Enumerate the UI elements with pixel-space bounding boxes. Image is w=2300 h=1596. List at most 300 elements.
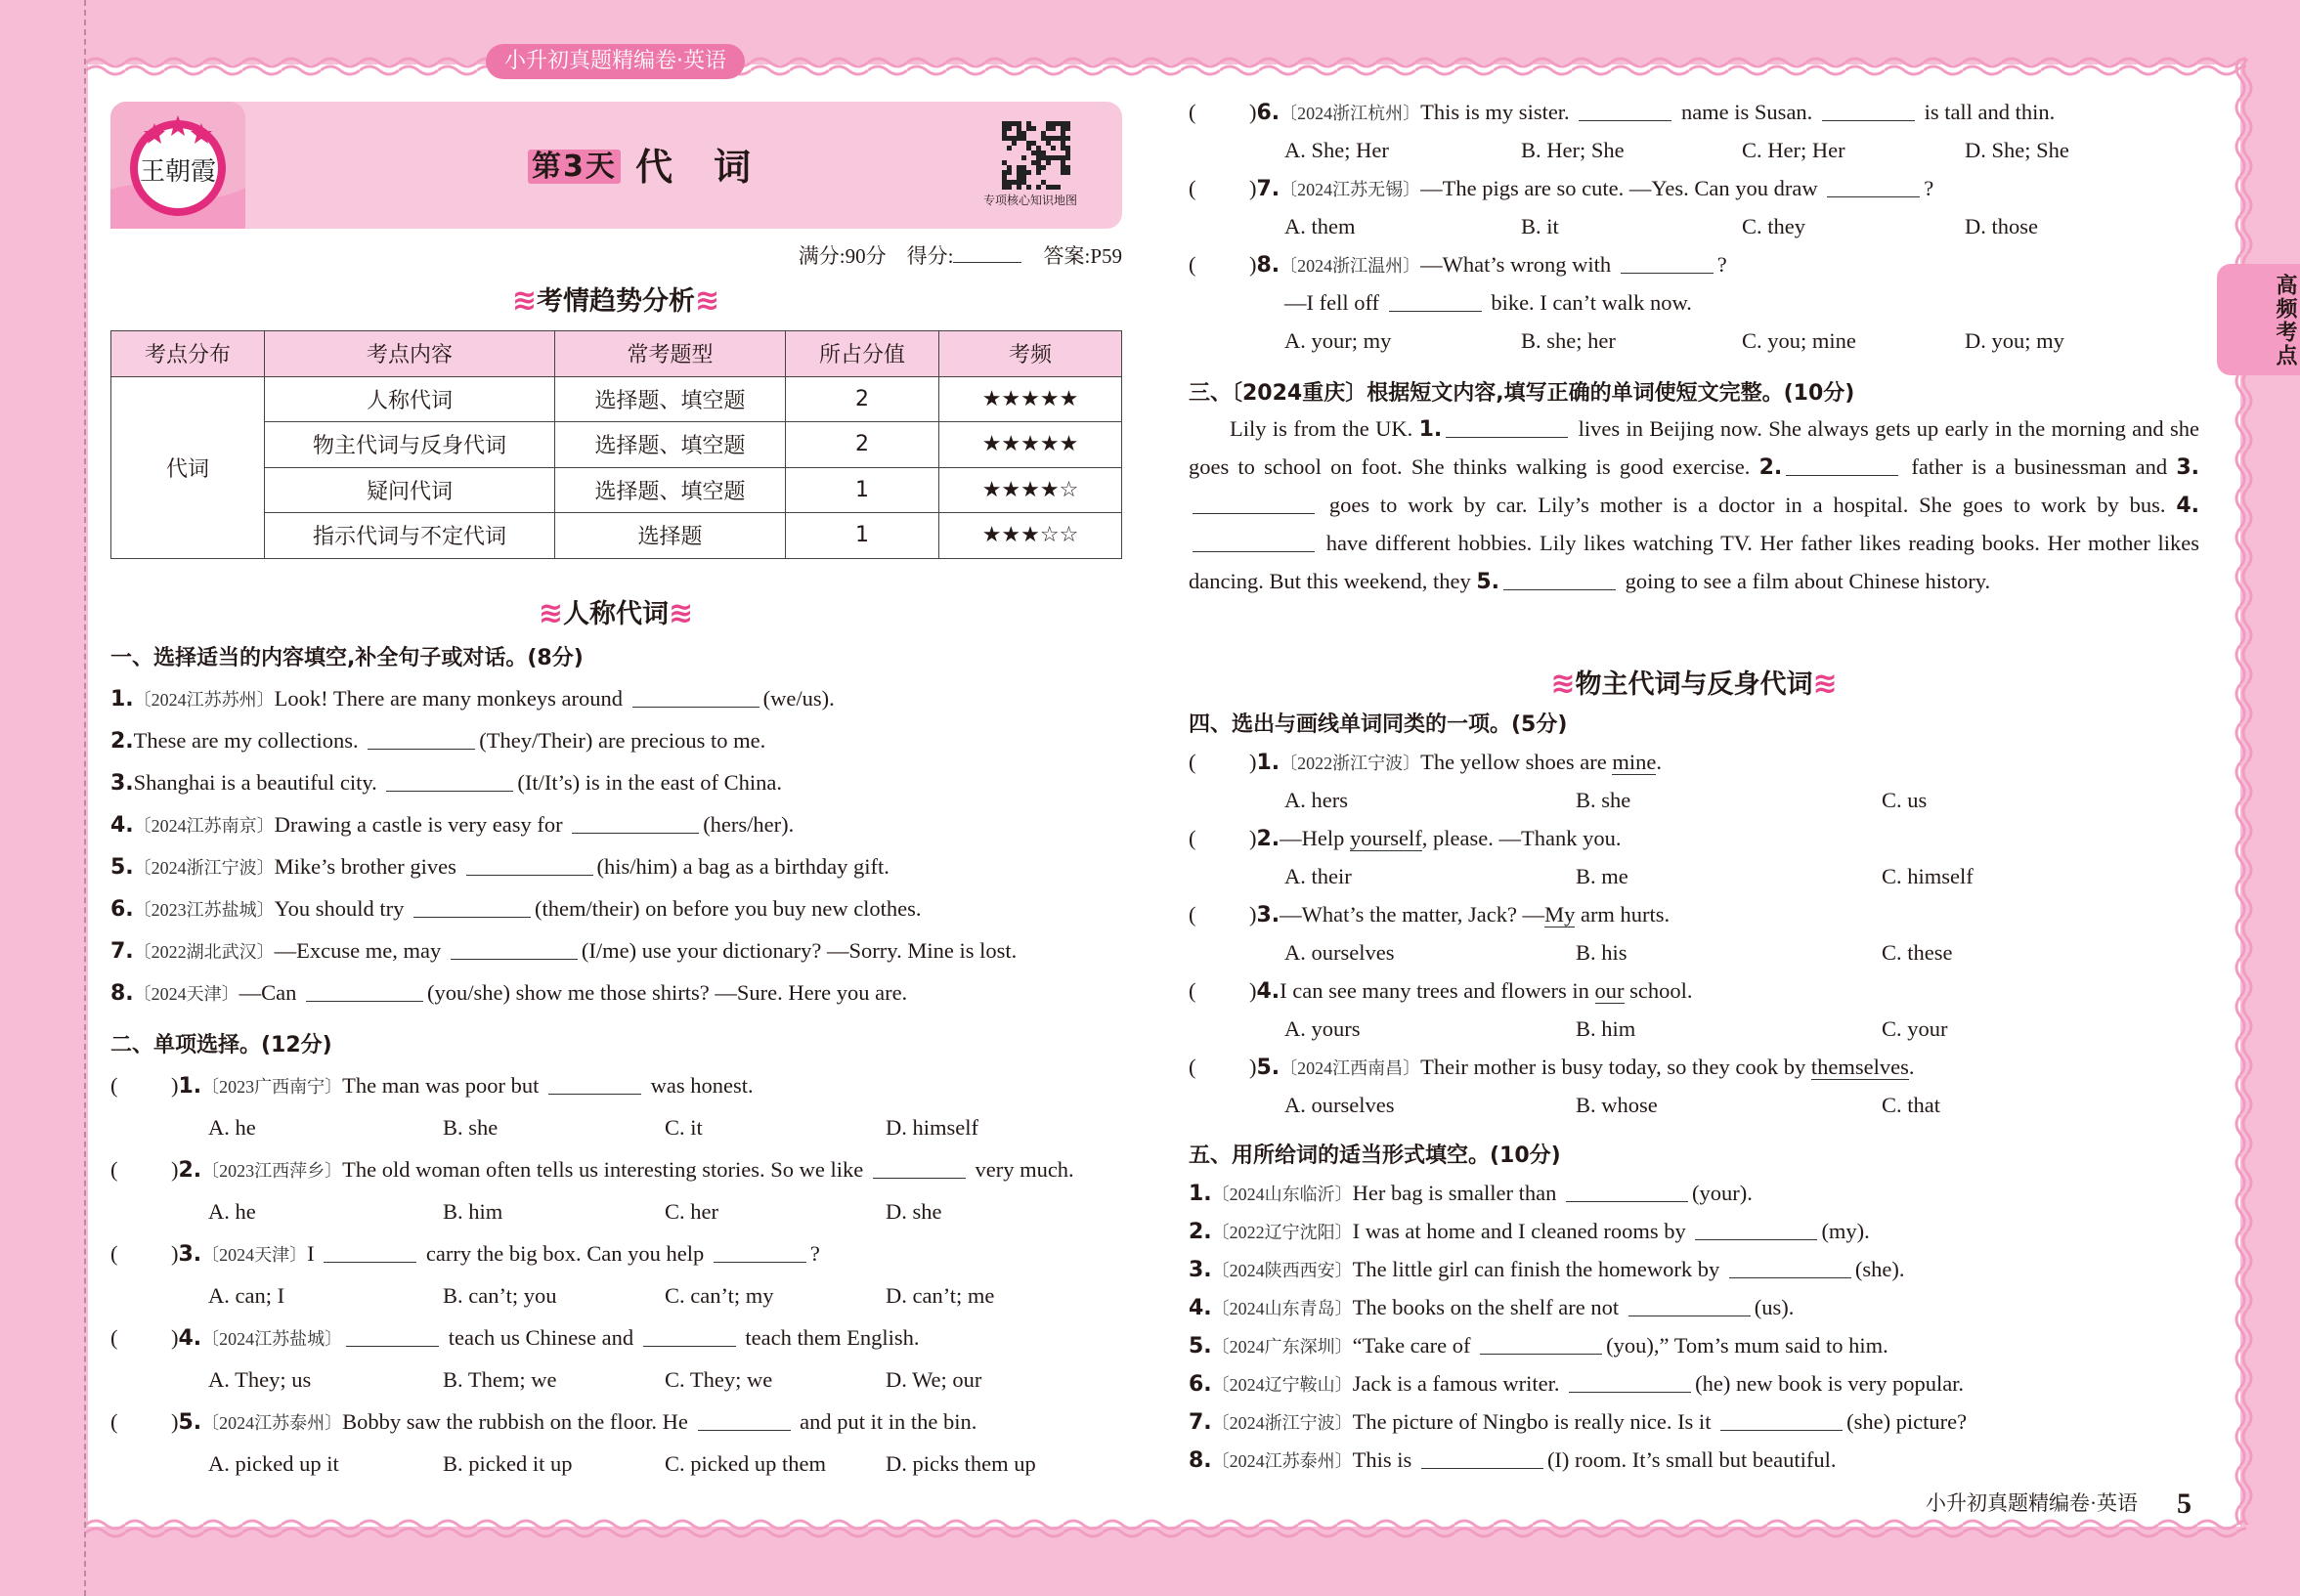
option[interactable]: B. Her; She <box>1521 138 1625 162</box>
question-line <box>110 761 1017 803</box>
answer-blank[interactable] <box>548 1075 641 1095</box>
question-line <box>1189 1326 1967 1364</box>
text-segment: and put it in the bin. <box>794 1409 977 1434</box>
underlined-word: themselves <box>1810 1055 1909 1079</box>
cell-type: 选择题 <box>555 513 786 559</box>
wave-deco-icon: ≋ <box>669 596 694 630</box>
text-segment: “Take care of <box>1352 1333 1477 1358</box>
question-number: 4. <box>1256 979 1280 1004</box>
text-segment: . <box>1656 750 1662 774</box>
question-number: 3. <box>178 1242 202 1267</box>
answer-blank[interactable] <box>306 982 423 1002</box>
text-segment: —What’s the matter, Jack? — <box>1280 902 1545 927</box>
question-subline <box>1189 283 2199 322</box>
option[interactable]: B. it <box>1521 214 1559 238</box>
question-body: )7.〔2024江苏无锡〕—The pigs are so cute. —Yes. Can you draw ? <box>1249 176 1934 201</box>
question-source: 〔2024浙江温州〕 <box>1280 256 1421 276</box>
question-line <box>110 971 1017 1014</box>
section-5-title: 五、用所给词的适当形式填空。(10分) <box>1189 1143 1561 1168</box>
question-line <box>110 1232 1122 1274</box>
option[interactable]: D. himself <box>886 1115 978 1140</box>
answer-blank[interactable] <box>632 688 759 708</box>
answer-blank[interactable] <box>1193 533 1315 552</box>
answer-blank[interactable] <box>1579 102 1671 121</box>
wave-deco-icon: ≋ <box>511 283 537 318</box>
cell-freq: ★★★★★ <box>939 422 1122 468</box>
answer-paren[interactable]: ( <box>110 1157 118 1182</box>
option[interactable]: C. your <box>1882 1016 1948 1041</box>
answer-blank[interactable] <box>1193 495 1315 514</box>
text-segment: (It/It’s) is in the east of China. <box>517 770 782 795</box>
text-segment: carry the big box. Can you help <box>420 1241 710 1266</box>
answer-paren[interactable]: ( <box>110 1325 118 1350</box>
answer-paren[interactable]: ( <box>1189 1055 1196 1079</box>
option[interactable]: A. ourselves <box>1284 940 1395 965</box>
question-number: 3. <box>1189 1258 1212 1282</box>
option[interactable]: C. Her; Her <box>1742 138 1845 162</box>
answer-blank[interactable] <box>1621 254 1714 274</box>
option[interactable]: D. those <box>1965 214 2038 238</box>
option[interactable]: A. hers <box>1284 788 1348 812</box>
option[interactable]: B. me <box>1576 864 1628 888</box>
question-line <box>110 803 1017 845</box>
text-segment: ? <box>809 1241 820 1266</box>
answer-paren[interactable]: ( <box>110 1073 118 1098</box>
col-header: 所占分值 <box>786 331 939 377</box>
text-segment: The yellow shoes are <box>1420 750 1613 774</box>
text-segment: —The pigs are so cute. —Yes. Can you draw <box>1420 176 1824 200</box>
col-header: 考点分布 <box>111 331 265 377</box>
question-source: 〔2024浙江宁波〕 <box>133 858 275 878</box>
text-segment: This is my sister. <box>1420 100 1576 124</box>
cell-content: 指示代词与不定代词 <box>265 513 555 559</box>
option[interactable]: A. their <box>1284 864 1352 888</box>
section-2-title: 二、单项选择。(12分) <box>110 1033 332 1057</box>
answer-blank[interactable] <box>1695 1221 1817 1240</box>
topic-heading-possessive <box>1550 663 1837 701</box>
text-segment: —Excuse me, may <box>274 938 447 963</box>
text-segment: ? <box>1716 252 1727 277</box>
question-number: 1. <box>178 1074 202 1099</box>
question-source: 〔2024天津〕 <box>201 1245 308 1265</box>
question-number: 7. <box>110 939 134 964</box>
question-number: 6. <box>1256 101 1280 125</box>
topic-heading-personal <box>539 592 693 630</box>
question-source: 〔2022辽宁沈阳〕 <box>1211 1223 1353 1242</box>
answer-blank[interactable] <box>1569 1373 1691 1393</box>
answer-blank[interactable] <box>873 1159 966 1179</box>
cell-type: 选择题、填空题 <box>555 376 786 422</box>
option[interactable]: C. can’t; my <box>665 1283 774 1308</box>
answer-blank[interactable] <box>1729 1259 1851 1278</box>
underlined-word: My <box>1544 902 1576 927</box>
question-line <box>110 1148 1122 1190</box>
options-line <box>1189 781 2199 819</box>
option[interactable]: B. she <box>443 1115 499 1140</box>
options-line <box>1189 322 2199 360</box>
blank-number: 5. <box>1476 570 1499 594</box>
answer-blank[interactable] <box>1786 456 1898 476</box>
footer <box>1926 1488 2192 1521</box>
blank-number: 1. <box>1418 417 1443 442</box>
answer-blank[interactable] <box>572 814 699 834</box>
text-segment: goes to work by car. Lily’s mother is a doctor in a hospital. She goes to work by bus. <box>1319 493 2177 517</box>
text-segment: (she) picture? <box>1846 1409 1968 1434</box>
question-source: 〔2022浙江宁波〕 <box>1280 754 1421 773</box>
cell-score: 1 <box>786 513 939 559</box>
option[interactable]: D. can’t; me <box>886 1283 995 1308</box>
question-number: 8. <box>1256 253 1280 278</box>
bottom-wave-border <box>86 1513 2246 1542</box>
question-source: 〔2024广东深圳〕 <box>1211 1337 1353 1357</box>
text-segment: , please. —Thank you. <box>1421 826 1622 850</box>
question-line <box>1189 1048 2199 1086</box>
option[interactable]: C. picked up them <box>665 1451 826 1476</box>
options-line <box>1189 1010 2199 1048</box>
question-body: )2.〔2023江西萍乡〕The old woman often tells us interesting stories. So we like very much. <box>171 1157 1074 1183</box>
text-segment: (you/she) show me those shirts? —Sure. Here you are. <box>427 980 908 1005</box>
answer-blank[interactable] <box>1421 1449 1543 1469</box>
underlined-word: mine <box>1612 750 1657 774</box>
question-body: )8.〔2024浙江温州〕—What’s wrong with ? <box>1249 252 1727 278</box>
option[interactable]: A. he <box>208 1115 256 1140</box>
question-number: 4. <box>1189 1296 1212 1320</box>
options-line <box>1189 131 2199 169</box>
text-segment: father is a businessman and <box>1902 454 2177 479</box>
section-3-title: 三、〔2024重庆〕根据短文内容,填写正确的单词使短文完整。(10分) <box>1189 381 1855 406</box>
question-line <box>110 1401 1122 1443</box>
option[interactable]: D. picks them up <box>886 1451 1036 1476</box>
question-line <box>1189 1174 1967 1212</box>
option[interactable]: B. can’t; you <box>443 1283 557 1308</box>
question-source: 〔2024江苏南京〕 <box>133 816 275 836</box>
answer-blank[interactable] <box>413 898 531 918</box>
analysis-title: 考情趋势分析 <box>537 286 695 317</box>
answer-paren[interactable]: ( <box>1189 252 1196 277</box>
answer-blank[interactable] <box>346 1327 439 1347</box>
question-number: 1. <box>1189 1182 1212 1206</box>
answer-blank[interactable] <box>1503 571 1616 590</box>
cell-content: 人称代词 <box>265 376 555 422</box>
option[interactable]: C. us <box>1882 788 1928 812</box>
text-segment: (she). <box>1854 1257 1905 1281</box>
wave-deco-icon: ≋ <box>1550 667 1576 701</box>
options-line <box>110 1106 1122 1148</box>
options-line <box>110 1274 1122 1316</box>
text-segment: The man was poor but <box>342 1073 545 1098</box>
question-line <box>110 1316 1122 1359</box>
table-row <box>111 376 1122 422</box>
text-segment: Lily is from the UK. <box>1230 416 1419 441</box>
wave-deco-icon: ≋ <box>695 283 720 318</box>
option[interactable]: A. your; my <box>1284 328 1392 353</box>
question-source: 〔2024浙江宁波〕 <box>1211 1413 1353 1433</box>
question-line <box>110 677 1017 719</box>
question-line <box>1189 93 2199 131</box>
answer-paren[interactable]: ( <box>1189 902 1196 927</box>
option[interactable]: C. it <box>665 1115 703 1140</box>
text-segment: Bobby saw the rubbish on the floor. He <box>342 1409 694 1434</box>
option[interactable]: B. Them; we <box>443 1367 557 1392</box>
question-number: 4. <box>110 813 134 838</box>
answer-paren[interactable]: ( <box>1189 826 1196 850</box>
option[interactable]: B. she; her <box>1521 328 1616 353</box>
question-body: )2.—Help yourself, please. —Thank you. <box>1249 826 1622 851</box>
answer-paren[interactable]: ( <box>1189 100 1196 124</box>
analysis-table <box>110 330 1122 559</box>
question-number: 8. <box>1189 1448 1212 1473</box>
question-body: )3.—What’s the matter, Jack? —My arm hurts. <box>1249 902 1671 927</box>
question-line <box>1189 1288 1967 1326</box>
question-number: 3. <box>110 771 134 796</box>
wave-deco-icon: ≋ <box>1812 667 1838 701</box>
cell-score: 2 <box>786 422 939 468</box>
answer-blank[interactable] <box>1566 1183 1688 1202</box>
answer-paren[interactable]: ( <box>110 1409 118 1434</box>
text-segment: I was at home and I cleaned rooms by <box>1352 1219 1692 1243</box>
cell-freq: ★★★☆☆ <box>939 513 1122 559</box>
text-segment: is tall and thin. <box>1918 100 2056 124</box>
answer-paren[interactable]: ( <box>1189 750 1196 774</box>
fold-line <box>84 0 86 1596</box>
option[interactable]: D. She; She <box>1965 138 2069 162</box>
table-header-row <box>111 331 1122 377</box>
question-body: )5.〔2024江西南昌〕Their mother is busy today, so they cook by themselves. <box>1249 1055 1915 1080</box>
cell-type: 选择题、填空题 <box>555 422 786 468</box>
qr-code-icon[interactable] <box>1002 121 1070 190</box>
text-segment: The picture of Ningbo is really nice. Is it <box>1352 1409 1717 1434</box>
question-source: 〔2024山东临沂〕 <box>1211 1185 1353 1204</box>
question-number: 7. <box>1256 177 1280 201</box>
option[interactable]: C. they <box>1742 214 1805 238</box>
answer-blank[interactable] <box>466 856 593 876</box>
question-source: 〔2024江苏盐城〕 <box>201 1329 343 1349</box>
option[interactable]: D. you; my <box>1965 328 2064 353</box>
page-number: 5 <box>2177 1488 2192 1520</box>
question-line <box>110 1064 1122 1106</box>
option[interactable]: C. They; we <box>665 1367 773 1392</box>
question-body: )5.〔2024江苏泰州〕Bobby saw the rubbish on the floor. He and put it in the bin. <box>171 1409 977 1435</box>
text-segment: Shanghai is a beautiful city. <box>133 770 383 795</box>
score-label: 得分: <box>906 244 954 268</box>
question-source: 〔2024江西南昌〕 <box>1280 1058 1421 1078</box>
underlined-word: yourself <box>1350 826 1422 850</box>
option[interactable]: C. her <box>665 1199 718 1224</box>
cell-content: 物主代词与反身代词 <box>265 422 555 468</box>
text-segment: school. <box>1624 978 1693 1003</box>
text-segment: Drawing a castle is very easy for <box>274 812 569 837</box>
answer-blank[interactable] <box>643 1327 736 1347</box>
text-segment: —Can <box>239 980 303 1005</box>
text-segment: have different hobbies. Lily likes watching TV. Her father likes reading books. Her mother likes dancing. But this weekend, they <box>1189 531 2199 593</box>
text-segment: ? <box>1924 176 1934 200</box>
brand-logo <box>110 102 245 229</box>
option[interactable]: B. whose <box>1576 1093 1658 1117</box>
section-5-list <box>1189 1174 1967 1479</box>
option[interactable]: A. can; I <box>208 1283 285 1308</box>
option[interactable]: B. his <box>1576 940 1627 965</box>
score-line <box>799 240 1122 270</box>
text-segment: —What’s wrong with <box>1420 252 1617 277</box>
answer-blank[interactable] <box>1446 418 1568 438</box>
options-line <box>110 1443 1122 1485</box>
answer-blank[interactable] <box>714 1243 806 1263</box>
section-1-list <box>110 677 1017 1014</box>
option[interactable]: B. him <box>1576 1016 1636 1041</box>
series-tag: 小升初真题精编卷·英语 <box>486 44 745 79</box>
option[interactable]: A. he <box>208 1199 256 1224</box>
logo-seal-icon <box>110 102 245 229</box>
option[interactable]: A. yours <box>1284 1016 1361 1041</box>
cell-type: 选择题、填空题 <box>555 467 786 513</box>
option[interactable]: A. They; us <box>208 1367 312 1392</box>
option[interactable]: C. himself <box>1882 864 1974 888</box>
text-segment: (I) room. It’s small but beautiful. <box>1546 1447 1837 1472</box>
section-4-list <box>1189 743 2199 1124</box>
text-segment: Jack is a famous writer. <box>1352 1371 1566 1396</box>
question-line <box>110 929 1017 971</box>
section-1-title: 一、选择适当的内容填空,补全句子或对话。(8分) <box>110 646 584 670</box>
question-source: 〔2023江西萍乡〕 <box>201 1161 343 1181</box>
question-number: 5. <box>110 855 134 880</box>
question-line <box>1189 245 2199 283</box>
text-segment: arm hurts. <box>1575 902 1671 927</box>
text-segment: going to see a film about Chinese history. <box>1620 569 1991 593</box>
cell-freq: ★★★★★ <box>939 376 1122 422</box>
answer-blank[interactable] <box>1827 178 1920 197</box>
text-segment: I can see many trees and flowers in <box>1280 978 1595 1003</box>
text-segment: Their mother is busy today, so they cook by <box>1420 1055 1811 1079</box>
options-line <box>1189 933 2199 971</box>
option[interactable]: A. She; Her <box>1284 138 1389 162</box>
question-number: 6. <box>1189 1372 1212 1397</box>
answer-blank[interactable] <box>451 940 578 960</box>
question-number: 1. <box>1256 751 1280 775</box>
question-body: )3.〔2024天津〕I carry the big box. Can you help ? <box>171 1241 820 1267</box>
question-body: )6.〔2024浙江杭州〕This is my sister. name is Susan. is tall and thin. <box>1249 100 2056 125</box>
text-segment: (your). <box>1691 1181 1753 1205</box>
question-line <box>1189 1441 1967 1479</box>
text-segment: (we/us). <box>762 686 835 711</box>
answer-blank[interactable] <box>698 1411 791 1431</box>
text-segment: (us). <box>1754 1295 1795 1319</box>
topic-title: 物主代词与反身代词 <box>1575 669 1813 700</box>
option[interactable]: C. that <box>1882 1093 1940 1117</box>
question-line <box>1189 1212 1967 1250</box>
text-segment: I <box>307 1241 321 1266</box>
question-number: 5. <box>178 1410 202 1435</box>
options-line <box>1189 857 2199 895</box>
answer-paren[interactable]: ( <box>110 1241 118 1266</box>
section-2-list-right <box>1189 93 2199 360</box>
question-number: 2. <box>1189 1220 1212 1244</box>
text-segment: was honest. <box>645 1073 754 1098</box>
options-line <box>1189 207 2199 245</box>
text-segment: Mike’s brother gives <box>274 854 462 879</box>
text-segment: . <box>1908 1055 1915 1079</box>
answer-blank[interactable] <box>1720 1411 1843 1431</box>
question-number: 2. <box>1256 827 1280 851</box>
question-number: 5. <box>1256 1056 1280 1080</box>
section-3-passage <box>1189 410 2199 600</box>
option[interactable]: D. We; our <box>886 1367 982 1392</box>
option[interactable]: B. him <box>443 1199 503 1224</box>
question-line <box>1189 169 2199 207</box>
text-segment: teach them English. <box>739 1325 920 1350</box>
options-line <box>1189 1086 2199 1124</box>
question-number: 5. <box>1189 1334 1212 1359</box>
text-segment: Her bag is smaller than <box>1352 1181 1562 1205</box>
answer-blank[interactable] <box>1628 1297 1751 1316</box>
option[interactable]: B. picked it up <box>443 1451 573 1476</box>
option[interactable]: D. she <box>886 1199 942 1224</box>
question-source: 〔2024江苏泰州〕 <box>1211 1451 1353 1471</box>
question-line <box>1189 1250 1967 1288</box>
text-segment: Look! There are many monkeys around <box>274 686 629 711</box>
option[interactable]: A. picked up it <box>208 1451 339 1476</box>
question-body: )4.I can see many trees and flowers in our school. <box>1249 978 1693 1004</box>
question-line <box>1189 1402 1967 1441</box>
question-source: 〔2024辽宁鞍山〕 <box>1211 1375 1353 1395</box>
answer-blank[interactable] <box>368 730 475 750</box>
col-header: 常考题型 <box>555 331 786 377</box>
qr-caption: 专项核心知识地图 <box>983 194 1078 207</box>
question-number: 3. <box>1256 903 1280 927</box>
full-score: 满分:90分 <box>798 244 887 268</box>
question-line <box>1189 971 2199 1010</box>
question-line <box>1189 1364 1967 1402</box>
option[interactable]: C. these <box>1882 940 1953 965</box>
col-header: 考频 <box>939 331 1122 377</box>
blank-number: 4. <box>2176 494 2199 518</box>
question-line <box>1189 895 2199 933</box>
question-number: 7. <box>1189 1410 1212 1435</box>
text-segment: (he) new book is very popular. <box>1695 1371 1965 1396</box>
question-source: 〔2024江苏苏州〕 <box>133 690 275 710</box>
text-segment: You should try <box>274 896 411 921</box>
side-tab-high-frequency[interactable]: 高频考点 <box>2217 264 2300 375</box>
score-blank[interactable] <box>953 262 1021 263</box>
cell-score: 1 <box>786 467 939 513</box>
option[interactable]: A. ourselves <box>1284 1093 1395 1117</box>
question-number: 8. <box>110 981 134 1006</box>
answer-blank[interactable] <box>1480 1335 1602 1355</box>
answer-blank[interactable] <box>1389 292 1482 312</box>
chapter-title: 代 词 <box>635 146 754 189</box>
option[interactable]: B. she <box>1576 788 1631 812</box>
answer-blank[interactable] <box>386 772 513 792</box>
question-number: 6. <box>110 897 134 922</box>
section-4-title: 四、选出与画线单词同类的一项。(5分) <box>1189 712 1568 737</box>
category-cell: 代词 <box>111 376 265 558</box>
answer-paren[interactable]: ( <box>1189 176 1196 200</box>
answer-blank[interactable] <box>324 1243 416 1263</box>
text-segment: teach us Chinese and <box>443 1325 639 1350</box>
option[interactable]: C. you; mine <box>1742 328 1856 353</box>
text-segment: (They/Their) are precious to me. <box>479 728 766 753</box>
text-segment: (hers/her). <box>703 812 795 837</box>
svg-text:王朝霞: 王朝霞 <box>139 157 217 187</box>
footer-title: 小升初真题精编卷·英语 <box>1926 1491 2138 1515</box>
text-segment: (his/him) a bag as a birthday gift. <box>596 854 890 879</box>
text-segment: These are my collections. <box>133 728 365 753</box>
topic-title: 人称代词 <box>563 599 669 629</box>
day-label: 第3天 <box>528 150 621 184</box>
option[interactable]: A. them <box>1284 214 1356 238</box>
answer-blank[interactable] <box>1822 102 1915 121</box>
text-segment: bike. I can’t walk now. <box>1485 290 1692 315</box>
answer-paren[interactable]: ( <box>1189 978 1196 1003</box>
